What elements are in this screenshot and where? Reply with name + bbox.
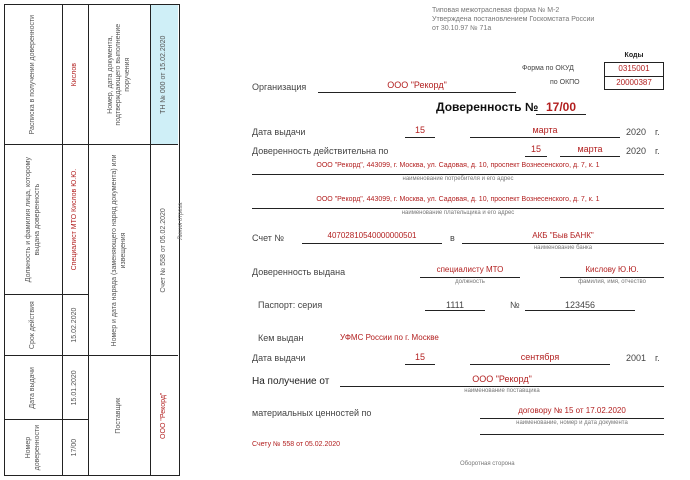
stub-header-valid-date: Срок действия: [5, 294, 62, 356]
form-number: 17/00: [545, 100, 577, 114]
issue-month-line: [470, 137, 620, 138]
valid-year: 2020: [626, 146, 647, 156]
stub-number: 17/00: [63, 419, 88, 475]
doc-caption: наименование, номер и дата документа: [516, 420, 628, 426]
issue-date-label: Дата выдачи: [252, 127, 306, 137]
stub-table: [4, 4, 180, 476]
stub-header-receipt: Расписка в получении доверенности: [29, 14, 37, 135]
issued-by-label: Кем выдан: [258, 333, 304, 343]
bank-in-label: в: [450, 233, 455, 243]
stub-proof-caption: Номер, дата документа, подтверждающего выполнение поручения: [107, 23, 131, 126]
valid-year-suffix: г.: [655, 146, 660, 156]
from-line: [340, 386, 664, 387]
stub-supplier: ООО "Рекорд": [151, 356, 178, 476]
doc-line-2: [480, 434, 664, 435]
issue-year-suffix: г.: [655, 127, 660, 137]
invoice-value: Счету № 558 от 05.02.2020: [252, 441, 341, 448]
stub-docs-row: [89, 5, 151, 475]
consumer-2-caption: наименование плательщика и его адрес: [401, 210, 515, 216]
consumer-1-caption: наименование потребителя и его адрес: [402, 176, 514, 182]
account-label: Счет №: [252, 233, 285, 243]
account-line: [302, 243, 442, 244]
stub-person: Специалист МТО Кислов Ю.Ю.: [63, 144, 88, 293]
passport-series: 1111: [445, 300, 465, 310]
issued-to-label: Доверенность выдана: [252, 267, 346, 277]
from-value: ООО "Рекорд": [472, 374, 532, 384]
org-label: Организация: [252, 82, 307, 92]
passport-no-line: [525, 310, 635, 311]
stub-header-number: Номер доверенности: [5, 419, 62, 475]
stub-supplier-label: Поставщик: [89, 356, 150, 476]
account-value: 40702810540000000501: [327, 231, 417, 240]
doc-line: [480, 418, 664, 419]
position-value: специалисту МТО: [436, 265, 504, 274]
passport-no: 123456: [564, 300, 596, 310]
okpo-code: 20000387: [616, 78, 652, 87]
consumer-2: ООО "Рекорд", 443099, г. Москва, ул. Садовая, д. 10, проспект Вознесенского, д. 7, к. 1: [316, 196, 600, 203]
valid-label: Доверенность действительна по: [252, 146, 389, 156]
consumer-1-line: [252, 174, 664, 175]
passport-label: Паспорт: серия: [258, 300, 323, 310]
form-header-line-2: Утверждена постановлением Госкомстата России: [432, 16, 595, 23]
person-line: [560, 277, 664, 278]
doc-value: договору № 15 от 17.02.2020: [518, 406, 626, 415]
pass-date-label: Дата выдачи: [252, 353, 306, 363]
issue-day: 15: [414, 125, 425, 135]
valid-month-line: [560, 156, 620, 157]
stub-header-issue-date: Дата выдачи: [5, 356, 62, 420]
stub-issue-date: 15.01.2020: [63, 356, 88, 420]
consumer-2-line: [252, 208, 664, 209]
stub-order-caption: Номер и дата наряда (заменяющего наряд документа) или извещения: [89, 144, 150, 355]
form-footer: Оборотная сторона: [460, 461, 515, 467]
person-caption: фамилия, имя, отчество: [578, 279, 646, 285]
doc-label: материальных ценностей по: [252, 408, 372, 418]
org-line: [318, 92, 516, 93]
position-caption: должность: [455, 279, 485, 285]
stub-final-row: [151, 5, 178, 475]
org-value: ООО "Рекорд": [387, 80, 447, 90]
bank-caption: наименование банка: [533, 245, 593, 251]
consumer-1: ООО "Рекорд", 443099, г. Москва, ул. Садовая, д. 10, проспект Вознесенского, д. 7, к. 1: [316, 162, 600, 169]
pass-month: сентября: [520, 352, 560, 362]
from-label: На получение от: [252, 376, 330, 387]
passport-series-line: [425, 310, 485, 311]
stub-counterfoil: [4, 4, 180, 476]
pass-day: 15: [414, 352, 425, 362]
codes-title: Коды: [624, 52, 644, 59]
stub-values-row: [63, 5, 89, 475]
okud-code: 0315001: [618, 64, 650, 73]
bank-line: [462, 243, 664, 244]
from-caption: наименование поставщика: [464, 388, 540, 394]
bank-value: АКБ "Быв БАНК": [532, 231, 594, 240]
codes-divider: [604, 76, 664, 77]
stub-waybill: ТН № 000 от 15.02.2020: [151, 5, 178, 144]
stub-side-note: Линия отреза: [178, 202, 184, 240]
valid-day: 15: [530, 144, 541, 154]
passport-no-label: №: [510, 300, 520, 310]
issue-year: 2020: [626, 127, 647, 137]
stub-valid-date: 15.02.2020: [63, 294, 88, 356]
form-header-line-3: от 30.10.97 № 71а: [432, 25, 492, 32]
stub-header-row: [5, 5, 63, 475]
person-value: Кислову Ю.Ю.: [585, 265, 639, 274]
pass-month-line: [470, 364, 610, 365]
pass-year-suffix: г.: [655, 353, 660, 363]
pass-day-line: [405, 364, 435, 365]
stub-header-person: Должность и фамилия лица, которому выдана доверенность: [5, 144, 62, 293]
form-title: Доверенность №: [436, 100, 539, 114]
form-header: [432, 6, 594, 33]
valid-day-line: [525, 156, 547, 157]
issue-day-line: [405, 137, 435, 138]
position-line: [420, 277, 520, 278]
number-line: [536, 114, 586, 115]
form-header-line-1: Типовая межотраслевая форма № М-2: [432, 7, 560, 14]
issue-month: марта: [532, 125, 558, 135]
okud-label: Форма по ОКУД: [522, 65, 574, 72]
issued-by-value: УФМС России по г. Москве: [340, 333, 439, 342]
stub-receipt: Кислов: [71, 63, 79, 87]
valid-month: марта: [577, 144, 603, 154]
stub-invoice: Счет № 558 от 05.02.2020: [151, 144, 178, 355]
okpo-label: по ОКПО: [550, 79, 580, 86]
pass-year: 2001: [626, 353, 647, 363]
